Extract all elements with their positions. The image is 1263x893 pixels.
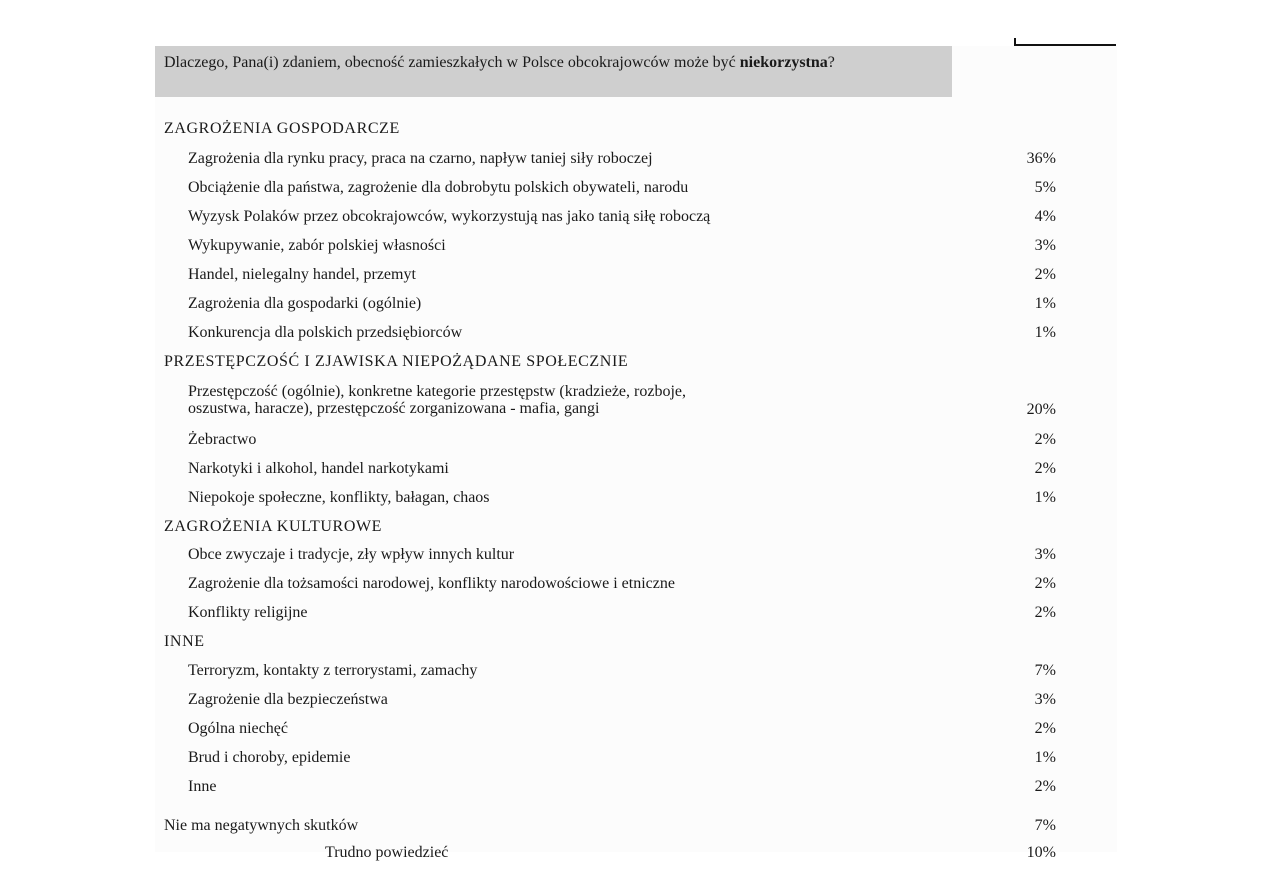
row-value: 1%: [1034, 295, 1056, 312]
row-label: [188, 383, 908, 417]
category-title: ZAGROŻENIA GOSPODARCZE: [164, 120, 400, 137]
row-label: Nie ma negatywnych skutków: [164, 817, 359, 834]
question-bold-word: niekorzystna: [739, 54, 828, 71]
row-label-line2: oszustwa, haracze), przestępczość zorganizowana - mafia, gangi: [188, 400, 600, 417]
row-label: Wyzysk Polaków przez obcokrajowców, wykorzystują nas jako tanią siłę roboczą: [188, 208, 711, 225]
row-value: 2%: [1034, 460, 1056, 477]
question-text: Dlaczego, Pana(i) zdaniem, obecność zamieszkałych w Polsce obcokrajowców może być: [164, 54, 740, 71]
row-label: Wykupywanie, zabór polskiej własności: [188, 237, 446, 254]
row-label: Obciążenie dla państwa, zagrożenie dla dobrobytu polskich obywateli, narodu: [188, 179, 689, 196]
row-value: 3%: [1034, 691, 1056, 708]
category-title: PRZESTĘPCZOŚĆ I ZJAWISKA NIEPOŻĄDANE SPOŁECZNIE: [164, 353, 629, 370]
row-value: 10%: [1026, 844, 1056, 861]
row-value: 7%: [1034, 817, 1056, 834]
table-row-cut-off: [155, 844, 1117, 861]
row-value: 3%: [1034, 237, 1056, 254]
row-value: 1%: [1034, 489, 1056, 506]
row-label: Zagrożenie dla tożsamości narodowej, konflikty narodowościowe i etniczne: [188, 575, 675, 592]
row-value: 2%: [1034, 266, 1056, 283]
row-label: Handel, nielegalny handel, przemyt: [188, 266, 416, 283]
row-label: Ogólna niechęć: [188, 720, 288, 737]
row-label: Konkurencja dla polskich przedsiębiorców: [188, 324, 463, 341]
row-label: Zagrożenie dla bezpieczeństwa: [188, 691, 388, 708]
question-mark: ?: [827, 54, 835, 71]
row-value: 2%: [1034, 575, 1056, 592]
corner-crop-mark: [1014, 38, 1116, 46]
row-label: Narkotyki i alkohol, handel narkotykami: [188, 460, 449, 477]
row-label: Konflikty religijne: [188, 604, 308, 621]
row-value: 2%: [1034, 778, 1056, 795]
row-value: 2%: [1034, 604, 1056, 621]
row-value: 1%: [1034, 749, 1056, 766]
row-value: 7%: [1034, 662, 1056, 679]
question-header: [155, 46, 952, 97]
row-label: Brud i choroby, epidemie: [188, 749, 351, 766]
row-label-line1: Przestępczość (ogólnie), konkretne kategorie przestępstw (kradzieże, rozboje,: [188, 383, 686, 400]
category-title: INNE: [164, 633, 205, 650]
row-value: 4%: [1034, 208, 1056, 225]
row-label: Terroryzm, kontakty z terrorystami, zamachy: [188, 662, 478, 679]
row-value: 1%: [1034, 324, 1056, 341]
row-value: 20%: [1026, 401, 1056, 418]
row-label: Zagrożenia dla rynku pracy, praca na czarno, napływ taniej siły roboczej: [188, 150, 653, 167]
row-label: Niepokoje społeczne, konflikty, bałagan, chaos: [188, 489, 490, 506]
row-value: 5%: [1034, 179, 1056, 196]
row-label: Trudno powiedzieć: [325, 844, 449, 861]
row-value: 36%: [1026, 150, 1056, 167]
row-value: 2%: [1034, 431, 1056, 448]
row-label: Żebractwo: [188, 431, 257, 448]
row-label: Inne: [188, 778, 217, 795]
row-label: Obce zwyczaje i tradycje, zły wpływ innych kultur: [188, 546, 515, 563]
survey-table: [155, 46, 1117, 861]
row-label: Zagrożenia dla gospodarki (ogólnie): [188, 295, 422, 312]
category-title: ZAGROŻENIA KULTUROWE: [164, 518, 383, 535]
row-value: 3%: [1034, 546, 1056, 563]
row-value: 2%: [1034, 720, 1056, 737]
table-row: [155, 383, 1117, 419]
